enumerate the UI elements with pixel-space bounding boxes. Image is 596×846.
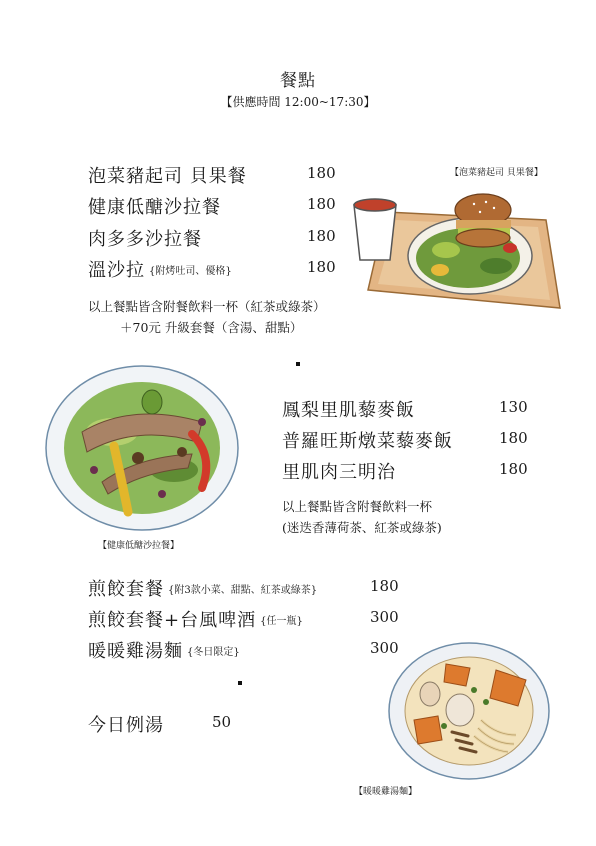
onion bbox=[158, 490, 166, 498]
menu-item-line bbox=[88, 606, 303, 632]
menu-item-name: 溫沙拉 bbox=[88, 260, 145, 281]
carrot bbox=[444, 664, 470, 686]
menu-item-name: 鳳梨里肌藜麥飯 bbox=[282, 400, 415, 421]
sesame bbox=[485, 201, 487, 203]
sesame bbox=[493, 207, 495, 209]
menu-item-name: 里肌肉三明治 bbox=[282, 462, 396, 483]
image-caption: 【暖暖雞湯麵】 bbox=[354, 787, 418, 797]
bagel-filling bbox=[456, 220, 511, 229]
menu-item-name: 健康低醣沙拉餐 bbox=[88, 197, 221, 218]
tomato bbox=[503, 243, 517, 253]
menu-item-name: 普羅旺斯燉菜藜麥飯 bbox=[282, 431, 453, 452]
scallion bbox=[441, 723, 447, 729]
chicken-piece bbox=[420, 682, 440, 706]
onion bbox=[198, 418, 206, 426]
salad-illustration bbox=[42, 362, 242, 534]
menu-item-price: 300 bbox=[370, 608, 399, 626]
menu-item-price: 50 bbox=[212, 713, 232, 731]
scallion bbox=[471, 687, 477, 693]
section-divider-dot bbox=[296, 362, 300, 366]
section-note: (迷迭香薄荷茶、紅茶或綠茶) bbox=[282, 520, 442, 535]
section-note: 以上餐點皆含附餐飲料一杯 bbox=[282, 499, 433, 514]
menu-item-note: {冬日限定} bbox=[187, 647, 240, 658]
carrot bbox=[414, 716, 442, 744]
scallion bbox=[483, 699, 489, 705]
menu-item-price: 180 bbox=[307, 258, 336, 276]
menu-item-note: {附3款小菜、甜點、紅茶或綠茶} bbox=[168, 585, 318, 596]
menu-item-price: 300 bbox=[370, 639, 399, 657]
onion bbox=[90, 466, 98, 474]
menu-item-line bbox=[88, 256, 232, 282]
menu-item-name: 泡菜豬起司 貝果餐 bbox=[88, 166, 247, 187]
section-note: ＋70元 升級套餐（含湯、甜點） bbox=[120, 320, 303, 335]
image-caption: 【泡菜豬起司 貝果餐】 bbox=[450, 168, 543, 178]
sesame bbox=[479, 211, 481, 213]
mushroom bbox=[177, 447, 187, 457]
menu-item-price: 180 bbox=[499, 460, 528, 478]
broccoli bbox=[142, 390, 162, 414]
menu-item-price: 180 bbox=[370, 577, 399, 595]
menu-item-price: 180 bbox=[307, 227, 336, 245]
salad-leaf bbox=[432, 242, 460, 258]
menu-item-note: {附烤吐司、優格} bbox=[149, 266, 232, 277]
menu-item-name: 煎餃套餐+台風啤酒 bbox=[88, 610, 257, 631]
section-divider-dot bbox=[238, 681, 242, 685]
menu-item-price: 130 bbox=[499, 398, 528, 416]
mushroom bbox=[132, 452, 144, 464]
image-caption: 【健康低醣沙拉餐】 bbox=[98, 541, 180, 551]
menu-item-name: 今日例湯 bbox=[88, 715, 164, 736]
corn bbox=[431, 264, 449, 276]
bagel-set-illustration bbox=[346, 180, 564, 320]
menu-item-note: {任一瓶} bbox=[260, 616, 303, 627]
menu-item-price: 180 bbox=[499, 429, 528, 447]
chicken-piece bbox=[446, 694, 474, 726]
section-note: 以上餐點皆含附餐飲料一杯（紅茶或綠茶） bbox=[88, 299, 326, 314]
menu-item-line bbox=[88, 575, 317, 601]
soup-cup bbox=[354, 205, 396, 260]
menu-item-line bbox=[88, 637, 240, 663]
menu-item-name: 暖暖雞湯麵 bbox=[88, 641, 183, 662]
menu-item-price: 180 bbox=[307, 164, 336, 182]
soup bbox=[354, 199, 396, 211]
service-hours: 【供應時間 12:00~17:30】 bbox=[220, 95, 376, 109]
salad-leaf bbox=[480, 258, 512, 274]
menu-title: 餐點 bbox=[280, 71, 316, 91]
sesame bbox=[473, 203, 475, 205]
menu-item-price: 180 bbox=[307, 195, 336, 213]
menu-item-name: 煎餃套餐 bbox=[88, 579, 164, 600]
bagel-bottom bbox=[456, 229, 510, 247]
noodle-soup-illustration bbox=[386, 640, 552, 782]
menu-item-name: 肉多多沙拉餐 bbox=[88, 229, 202, 250]
